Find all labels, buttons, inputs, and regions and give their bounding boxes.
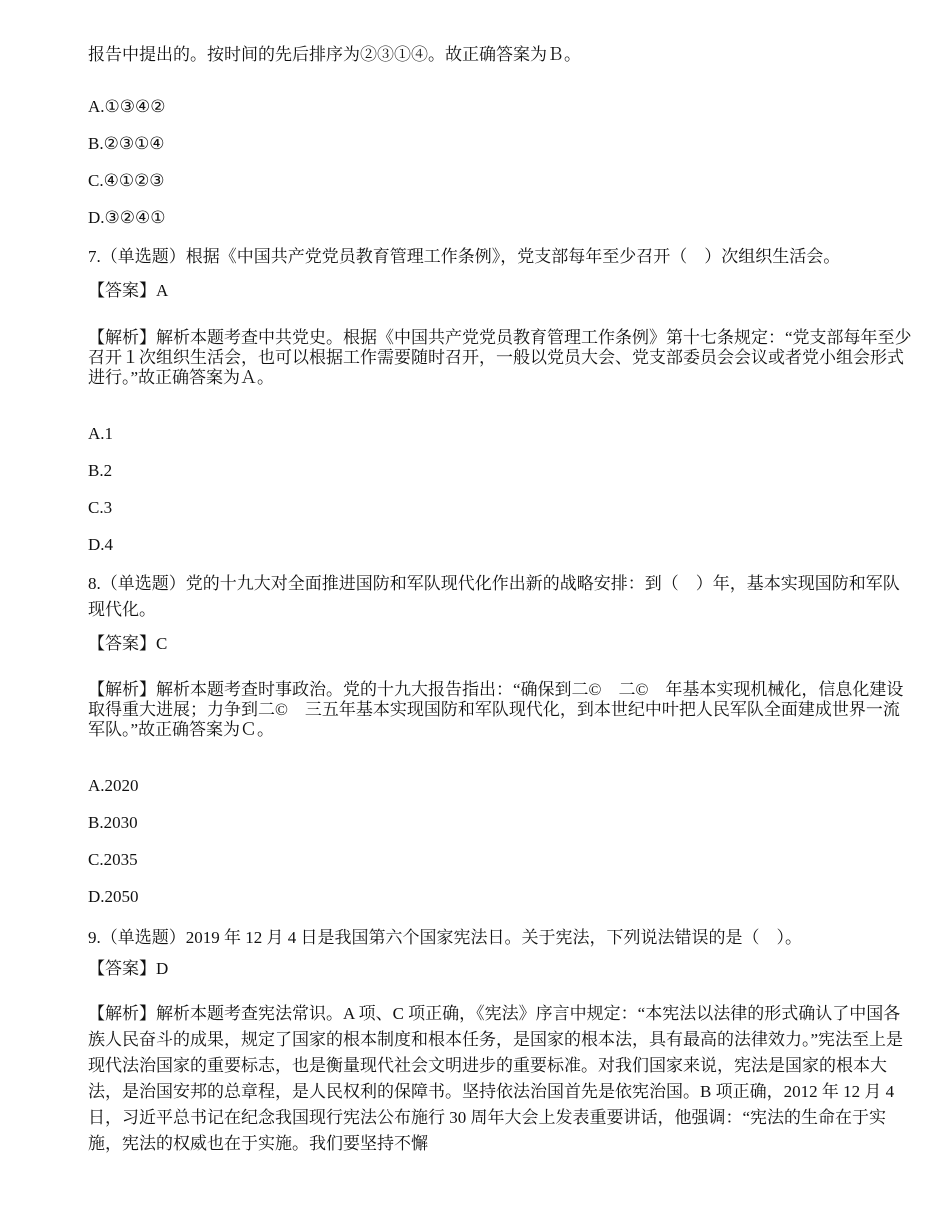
q7-option-c: C.3 — [88, 498, 113, 517]
q6-option-a: A.①③④② — [88, 97, 166, 116]
q7-option-a: A.1 — [88, 424, 114, 443]
q7-option-d: D.4 — [88, 535, 114, 554]
q8-option-a: A.2020 — [88, 776, 139, 795]
q8-option-c: C.2035 — [88, 850, 138, 869]
q9-question: 9.（单选题）2019 年 12 月 4 日是我国第六个国家宪法日。关于宪法，下列说法错误的是（ ）。 — [88, 928, 802, 947]
q8-option-b: B.2030 — [88, 813, 138, 832]
q7-analysis: 【解析】解析本题考查中共党史。根据《中国共产党党员教育管理工作条例》第十七条规定：“党支部每年至少召开１次组织生活会，也可以根据工作需要随时召开，一般以党员大会、党支部委员会会议或者党小组会形式进行。”故正确答案为Ａ。 — [88, 328, 912, 387]
q7-question: 7.（单选题）根据《中国共产党党员教育管理工作条例》，党支部每年至少召开（ ）次组织生活会。 — [88, 247, 841, 266]
q8-question: 8.（单选题）党的十九大对全面推进国防和军队现代化作出新的战略安排：到（ ）年，基本实现国防和军队现代化。 — [88, 574, 900, 619]
q9-analysis: 【解析】解析本题考查宪法常识。A 项、C 项正确，《宪法》序言中规定：“本宪法以法律的形式确认了中国各族人民奋斗的成果，规定了国家的根本制度和根本任务，是国家的根本法，具有最高的法律效力。”宪法至上是现代法治国家的重要标志，也是衡量现代社会文明进步的重要标准。对我们国家来说，宪法是国家的根本大法，是治国安邦的总章程，是人民权利的保障书。坚持依法治国首先是依宪治国。B 项正确，2012 年 12 月 4 日，习近平总书记在纪念我国现行宪法公布施行 30 周年大会上发表重要讲话，他强调：“宪法的生命在于实施，宪法的权威也在于实施。我们要坚持不懈 — [88, 1004, 904, 1153]
q6-option-d: D.③②④① — [88, 208, 166, 227]
q8-option-d: D.2050 — [88, 887, 139, 906]
q9-answer: 【答案】D — [88, 959, 169, 978]
q7-option-b: B.2 — [88, 461, 113, 480]
q6-analysis-tail: 报告中提出的。按时间的先后排序为②③①④。故正确答案为Ｂ。 — [88, 45, 581, 64]
q6-option-b: B.②③①④ — [88, 134, 165, 153]
q8-analysis: 【解析】解析本题考查时事政治。党的十九大报告指出：“确保到二© 二© 年基本实现机械化，信息化建设取得重大进展；力争到二© 三五年基本实现国防和军队现代化，到本世纪中叶把人民军队全面建成世界一流军队。”故正确答案为Ｃ。 — [88, 680, 904, 739]
q8-answer: 【答案】C — [88, 634, 168, 653]
q6-option-c: C.④①②③ — [88, 171, 165, 190]
q7-answer: 【答案】A — [88, 281, 169, 300]
